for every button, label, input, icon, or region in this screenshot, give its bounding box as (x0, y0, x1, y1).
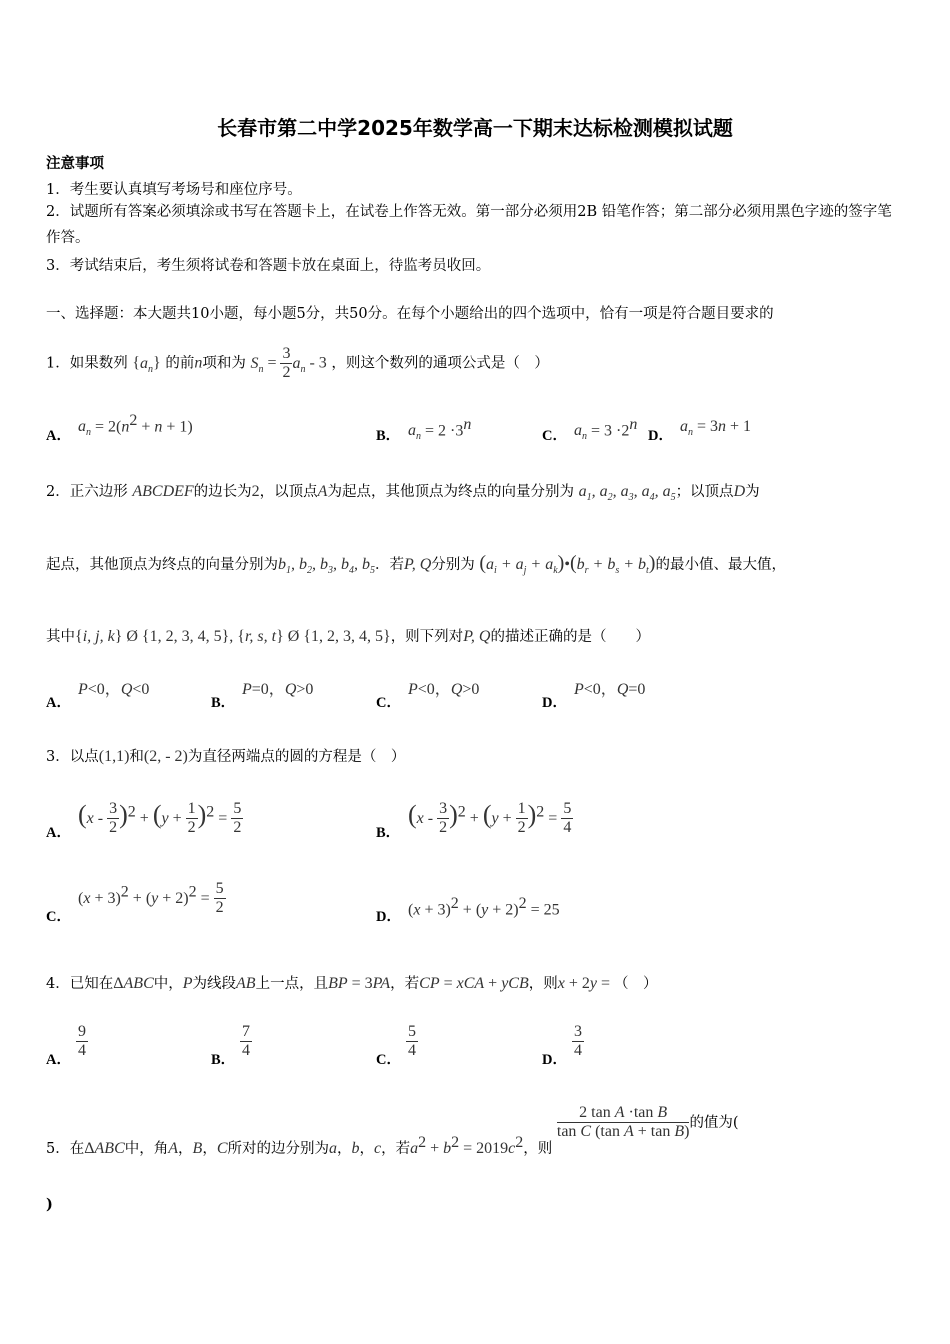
option-b[interactable]: (x - $\frac{3}{2}$ )$^2$ + (y + $\frac{1}{2}$ )$^2$ = $\frac{5}{4}$ (408, 800, 572, 836)
option-label: A． (46, 825, 71, 841)
option-b[interactable]: $a_n = 2 \cdot 3^n$ (408, 416, 472, 443)
option-b[interactable]: P=0，Q>0 (242, 681, 314, 698)
option-label: A． (46, 695, 71, 711)
option-label: B． (211, 1052, 236, 1068)
question-5-close: ) (46, 1196, 53, 1213)
option-d[interactable]: $(x + 3)^2 + (y + 2)^2 = 25$ (408, 895, 560, 919)
question-2-line-1: 2．正六边形 ABCDEF的边长为2，以顶点A为起点，其他顶点为终点的向量分别为 $a_1$, $a_2$, $a_3$, $a_4$, $a_5$；以顶点D为 (46, 483, 760, 504)
option-d[interactable]: $a_n = 3n + 1$ (680, 418, 752, 439)
option-a[interactable]: P<0，Q<0 (78, 681, 150, 698)
option-c[interactable]: P<0，Q>0 (408, 681, 480, 698)
question-2-line-3: 其中{i, j, k} Ø {1, 2, 3, 4, 5}, {r, s, t} Ø {1, 2, 3, 4, 5}，则下列对P, Q的描述正确的是（ ） (46, 628, 650, 645)
option-c[interactable]: $\frac{5}{4}$ (408, 1023, 416, 1059)
notice-heading: 注意事项 (46, 155, 104, 172)
question-number: 1． (46, 355, 70, 372)
option-d[interactable]: $\frac{3}{4}$ (574, 1023, 582, 1059)
option-c[interactable]: $(x + 3)^2 + (y + 2)^2$ = $\frac{5}{2}$ (78, 880, 224, 916)
option-a[interactable]: $\frac{9}{4}$ (78, 1023, 86, 1059)
option-label: B． (376, 428, 401, 444)
option-c[interactable]: $a_n = 3 \cdot 2^n$ (574, 416, 638, 443)
question-5: 5．在ΔABC中，角A，B，C所对的边分别为a，b，c，若$a^2 + b^2 = 2019c^2$，则 $\frac{\text{2 tan A ·tan B}}{\text{tan C (tan A + tan B)}}$ 的值为( (46, 1104, 739, 1157)
section-heading: 一、选择题：本大题共10小题，每小题5分，共50分。在每个小题给出的四个选项中，恰有一项是符合题目要求的 (46, 306, 774, 322)
option-label: C． (376, 1052, 401, 1068)
option-label: C． (542, 428, 567, 444)
page-title: 长春市第二中学2025年数学高一下期末达标检测模拟试题 (217, 116, 733, 140)
question-number: 5． (46, 1140, 70, 1157)
option-label: C． (376, 695, 401, 711)
option-label: D． (542, 1052, 567, 1068)
option-b[interactable]: $\frac{7}{4}$ (242, 1023, 250, 1059)
question-number: 3． (46, 749, 70, 765)
question-3: 3．以点(1,1)和(2, - 2)为直径两端点的圆的方程是（ ） (46, 748, 406, 765)
notice-item-3: 3．考试结束后，考生须将试卷和答题卡放在桌面上，待监考员收回。 (46, 258, 491, 274)
option-label: A． (46, 1052, 71, 1068)
option-label: B． (376, 825, 401, 841)
notice-item-1: 1．考生要认真填写考场号和座位序号。 (46, 182, 302, 198)
question-number: 4． (46, 976, 70, 992)
question-1: 1．如果数列 $\{a_n\}$ 的前n项和为 $S_n$ = $\frac{3}{2}$ $a_n - 3$ ，则这个数列的通项公式是（ ） (46, 345, 549, 381)
option-label: D． (648, 428, 673, 444)
option-label: B． (211, 695, 236, 711)
notice-item-2: 2．试题所有答案必须填涂或书写在答题卡上，在试卷上作答无效。第一部分必须用2B 铅笔作答；第二部分必须用黑色字迹的签字笔作答。 (46, 204, 892, 246)
option-label: A． (46, 428, 71, 444)
option-a[interactable]: (x - $\frac{3}{2}$ )$^2$ + (y + $\frac{1}{2}$ )$^2$ = $\frac{5}{2}$ (78, 800, 242, 836)
option-label: D． (376, 909, 401, 925)
question-number: 2． (46, 484, 70, 500)
option-a[interactable]: $a_n = 2(n^2 + n + 1)$ (78, 412, 193, 439)
option-label: C． (46, 909, 71, 925)
question-2-line-2: 起点，其他顶点为终点的向量分别为$b_1$, $b_2$, $b_3$, $b_4$, $b_5$．若P, Q分别为 ($a_i + a_j$ + $a_k)•(b_r + b_s + b_t)$的最小值、最大值， (46, 552, 786, 577)
option-d[interactable]: P<0，Q=0 (574, 681, 646, 698)
question-4: 4．已知在ΔABC中，P为线段AB上一点，且BP = 3PA，若CP = xCA + yCB，则x + 2y = （ ） (46, 975, 658, 992)
option-label: D． (542, 695, 567, 711)
